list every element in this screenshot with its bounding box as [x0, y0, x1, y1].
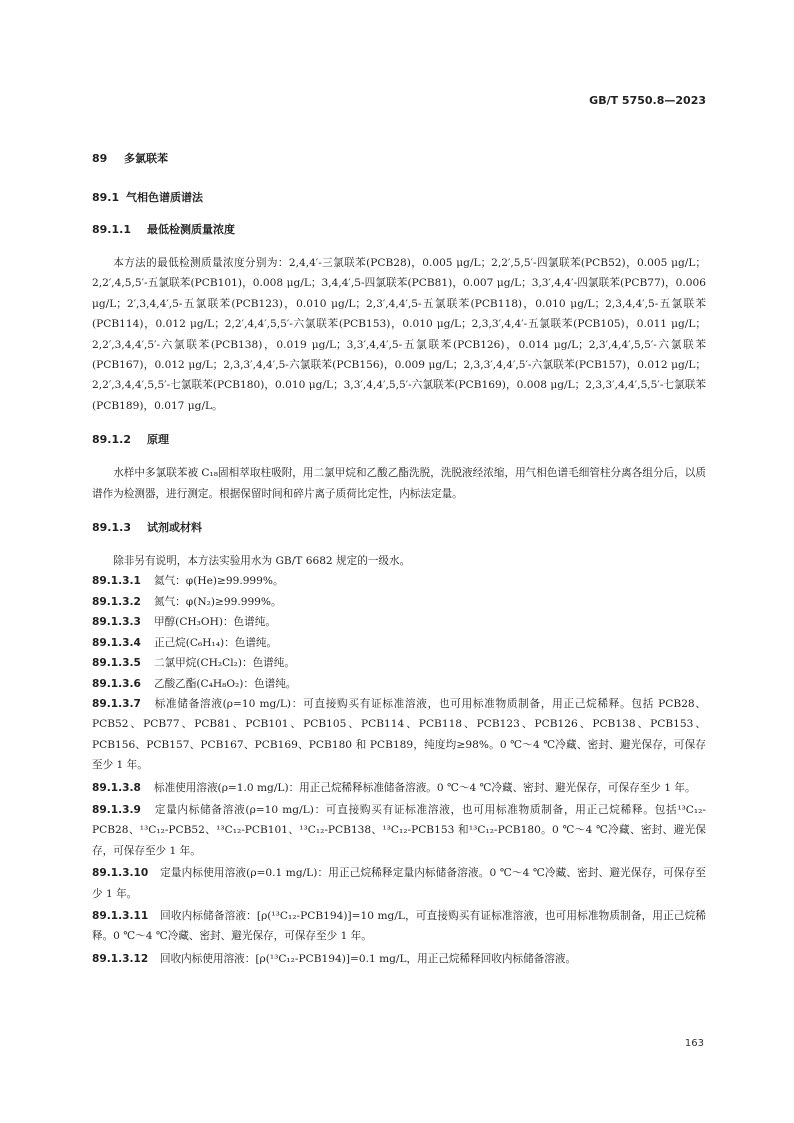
- reagent-list: [92, 571, 706, 969]
- section-number: 89.1: [92, 191, 120, 204]
- reagent-item: [92, 571, 706, 591]
- reagents-intro-paragraph: 除非另有说明，本方法实验用水为 GB/T 6682 规定的一级水。: [113, 555, 411, 568]
- section-89-1-2-heading: [92, 431, 706, 447]
- item-text: 定量内标储备溶液(ρ=10 mg/L)：可直接购买有证标准溶液，也可用标准物质制备，用正己烷稀释。包括¹³C₁₂-PCB28、¹³C₁₂-PCB52、¹³C₁₂-PCB101、¹³C₁₂-PCB138、¹³C₁₂-PCB153 和¹³C₁₂-PCB180。0 ℃～4 ℃冷藏、密封、避光保存，可保存至少 1 年。: [92, 803, 706, 857]
- reagent-item: [92, 674, 706, 694]
- item-number: 89.1.3.7: [92, 697, 141, 710]
- reagent-item: [92, 694, 706, 776]
- page-number: 163: [684, 1038, 704, 1049]
- reagent-item: [92, 592, 706, 612]
- section-89-1-heading: [92, 189, 706, 205]
- section-89-1-3-heading: [92, 519, 706, 535]
- item-text: 定量内标使用溶液(ρ=0.1 mg/L)：用正己烷稀释定量内标储备溶液。0 ℃～4 ℃冷藏、密封、避光保存，可保存至少 1 年。: [92, 867, 706, 900]
- item-number: 89.1.3.8: [92, 781, 141, 794]
- item-text: 回收内标储备溶液：[ρ(¹³C₁₂-PCB194)]=10 mg/L，可直接购买有证标准溶液，也可用标准物质制备，用正己烷稀释。0 ℃～4 ℃冷藏、密封、避光保存，可保存至少 1 年。: [92, 909, 706, 943]
- detection-limits-paragraph: 本方法的最低检测质量浓度分别为：2,4,4′-三氯联苯(PCB28)，0.005 μg/L；2,2′,5,5′-四氯联苯(PCB52)，0.005 μg/L；2,2′,4,5,5′-五氯联苯(PCB101)，0.008 μg/L；3,4,4′,5-四氯联苯(PCB81)，0.007 μg/L；3,3′,4,4′-四氯联苯(PCB77)，0.006 μg/L；2′,3,4,4′,5-五氯联苯(PCB123)，0.010 μg/L；2,3′,4,4′,5-五氯联苯(PCB118)，0.010 μg/L；2,3,4,4′,5-五氯联苯(PCB114)，0.012 μg/L；2,2′,4,4′,5,5′-六氯联苯(PCB153)，0.010 μg/L；2,3,3′,4,4′-五氯联苯(PCB105)，0.011 μg/L；2,2′,3,4,4′,5′-六氯联苯(PCB138)，0.019 μg/L；3,3′,4,4′,5-五氯联苯(PCB126)，0.014 μg/L；2,3′,4,4′,5,5′-六氯联苯(PCB167)，0.012 μg/L；2,3,3′,4,4′,5-六氯联苯(PCB156)，0.009 μg/L；2,3,3′,4,4′,5′-六氯联苯(PCB157)，0.012 μg/L；2,2′,3,4,4′,5,5′-七氯联苯(PCB180)，0.010 μg/L；3,3′,4,4′,5,5′-六氯联苯(PCB169)，0.008 μg/L；2,3,3′,4,4′,5,5′-七氯联苯(PCB189)，0.017 μg/L。: [92, 257, 706, 412]
- reagent-item: [92, 906, 706, 947]
- item-number: 89.1.3.10: [92, 867, 149, 880]
- item-text: 氮气：φ(N₂)≥99.999%。: [154, 595, 282, 608]
- section-89-1-1-heading: [92, 221, 706, 237]
- section-title: 多氯联苯: [124, 152, 168, 165]
- section-title: 气相色谱质谱法: [126, 191, 203, 204]
- item-text: 氦气：φ(He)≥99.999%。: [154, 575, 284, 588]
- item-number: 89.1.3.2: [92, 595, 141, 608]
- item-number: 89.1.3.11: [92, 909, 149, 922]
- item-text: 标准使用溶液(ρ=1.0 mg/L)：用正己烷稀释标准储备溶液。0 ℃～4 ℃冷藏、密封、避光保存，可保存至少 1 年。: [154, 781, 696, 794]
- item-number: 89.1.3.1: [92, 575, 141, 588]
- item-text: 标准储备溶液(ρ=10 mg/L)：可直接购买有证标准溶液，也可用标准物质制备，用正己烷稀释。包括 PCB28、PCB52、PCB77、PCB81、PCB101、PCB105、PCB114、PCB118、PCB123、PCB126、PCB138、PCB153、PCB156、PCB157、PCB167、PCB169、PCB180 和 PCB189，纯度均≥98%。0 ℃～4 ℃冷藏、密封、避光保存，可保存至少 1 年。: [92, 697, 706, 772]
- item-number: 89.1.3.5: [92, 657, 141, 670]
- reagent-item: [92, 633, 706, 653]
- document-body: [92, 150, 706, 969]
- section-title: 原理: [147, 433, 169, 447]
- item-text: 乙酸乙酯(C₄H₈O₂)：色谱纯。: [154, 677, 297, 690]
- reagent-item: [92, 949, 706, 969]
- item-number: 89.1.3.3: [92, 616, 141, 629]
- section-number: 89: [92, 152, 108, 165]
- reagent-item: [92, 800, 706, 861]
- item-text: 正己烷(C₆H₁₄)：色谱纯。: [154, 636, 278, 649]
- reagent-item: [92, 863, 706, 904]
- item-number: 89.1.3.4: [92, 636, 141, 649]
- item-text: 回收内标使用溶液：[ρ(¹³C₁₂-PCB194)]=0.1 mg/L，用正己烷稀释回收内标储备溶液。: [160, 952, 577, 965]
- reagent-item: [92, 778, 706, 798]
- item-number: 89.1.3.9: [92, 803, 141, 816]
- item-text: 甲醇(CH₃OH)：色谱纯。: [154, 616, 276, 629]
- section-title: 最低检测质量浓度: [147, 223, 235, 236]
- item-text: 二氯甲烷(CH₂Cl₂)：色谱纯。: [154, 657, 295, 670]
- principle-paragraph: 水样中多氯联苯被 C₁₈固相萃取柱吸附，用二氯甲烷和乙酸乙酯洗脱，洗脱液经浓缩，用气相色谱毛细管柱分离各组分后，以质谱作为检测器，进行测定。根据保留时间和碎片离子质荷比定性，内标法定量。: [92, 467, 706, 500]
- section-number: 89.1.3: [92, 521, 131, 535]
- section-number: 89.1.2: [92, 433, 131, 447]
- item-number: 89.1.3.12: [92, 952, 149, 965]
- standard-code: GB/T 5750.8—2023: [589, 94, 706, 107]
- section-title: 试剂或材料: [147, 521, 202, 535]
- item-number: 89.1.3.6: [92, 677, 141, 690]
- reagent-item: [92, 653, 706, 673]
- reagent-item: [92, 612, 706, 632]
- section-number: 89.1.1: [92, 223, 131, 236]
- section-89-heading: [92, 150, 706, 166]
